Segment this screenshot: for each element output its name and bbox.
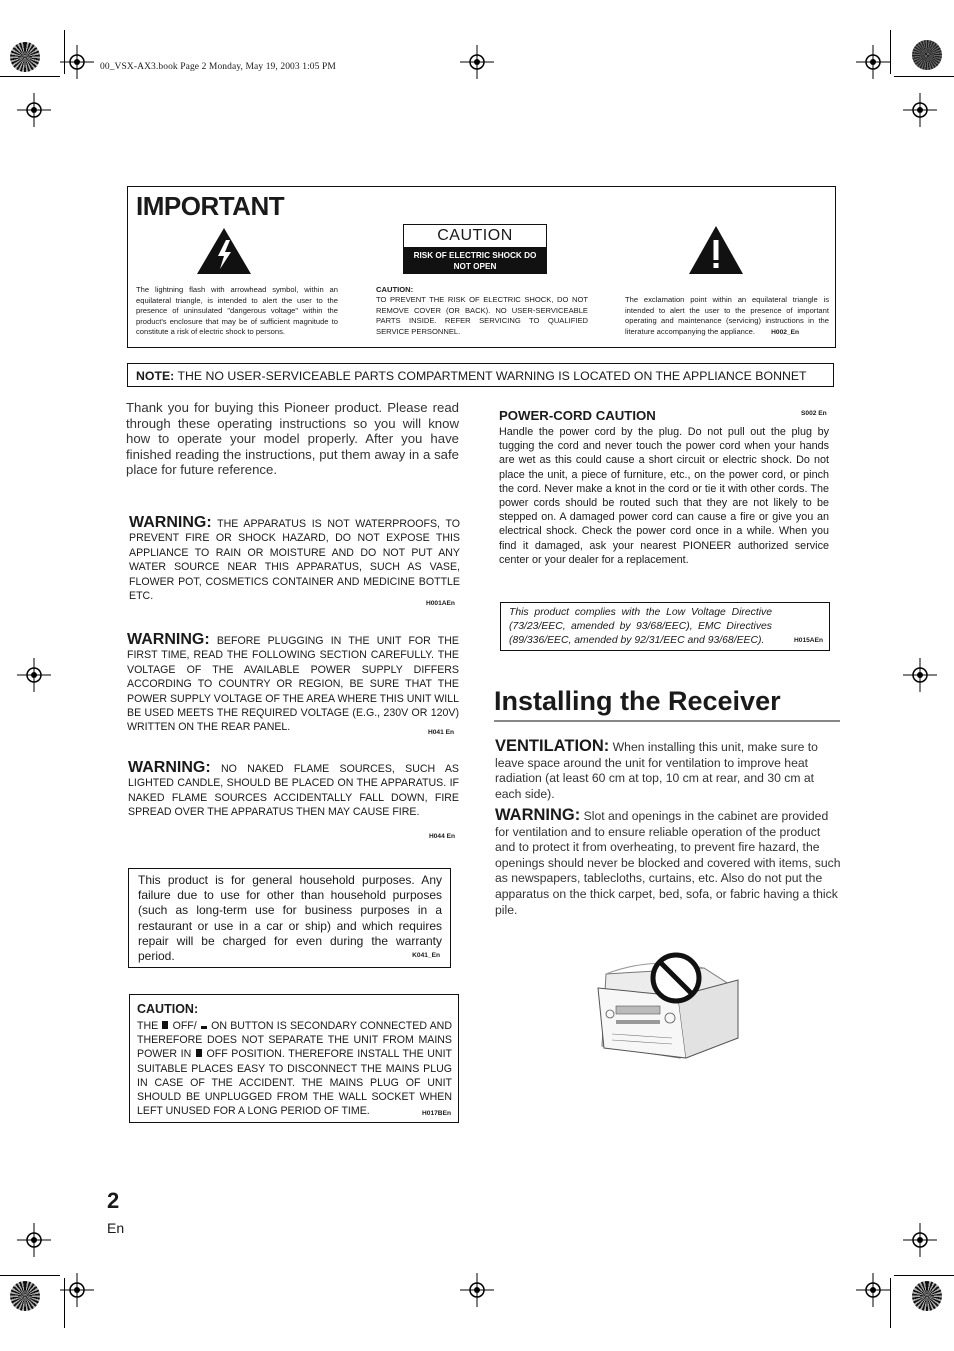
registration-mark-icon — [460, 45, 494, 79]
warning-heading: WARNING: — [128, 759, 211, 776]
compliance-code: H015AEn — [794, 637, 823, 644]
warning-code: H041 En — [428, 729, 455, 736]
registration-mark-icon — [903, 1223, 937, 1257]
intro-text: Thank you for buying this Pioneer product. Please read through these operating instructions so you will know how to operate your model properly. After you have finished reading the instructions, put them away in a safe place for future reference. — [126, 400, 459, 478]
warning-heading: WARNING: — [129, 514, 212, 531]
crop-mark — [890, 1278, 891, 1328]
warning-text: BEFORE PLUGGING IN THE UNIT FOR THE FIRST TIME, READ THE FOLLOWING SECTION CAREFULLY. THE VOLTAGE OF THE AVAILABLE POWER SUPPLY DIFFERS ACCORDING TO COUNTRY OR REGION, BE SURE THAT THE POWER SUPPLY VOLTAGE OF THE AREA WHERE THIS UNIT WILL BE USED MEETS THE REQUIRED VOLTAGE (E.G., 230V OR 120V) WRITTEN ON THE REAR PANEL. — [127, 635, 459, 734]
household-code: K041_En — [412, 952, 440, 959]
standby-icon — [162, 1021, 168, 1029]
standby-icon — [196, 1049, 202, 1057]
registration-mark-icon — [17, 1223, 51, 1257]
color-registration-icon — [10, 1281, 40, 1311]
exclamation-description-text: The exclamation point within an equilateral triangle is intended to alert the user to the presence of important operating and maintenance (servicing) instructions in the literature accompanying the appliance. — [625, 295, 829, 336]
note-label: NOTE: — [136, 369, 175, 383]
note-bar — [127, 363, 834, 387]
crop-mark — [894, 76, 954, 77]
power-cord-code: S002 En — [801, 410, 827, 417]
crop-mark — [0, 76, 60, 77]
ventilation-text: When installing this unit, make sure to leave space around the unit for ventilation to improve heat radiation (at least 60 cm at top, 10 cm at rear, and 30 cm at each side). — [495, 740, 818, 801]
caution-box-text-part: THE — [137, 1020, 162, 1032]
covered-receiver-prohibited-illustration — [592, 950, 744, 1062]
crop-mark — [0, 1275, 60, 1276]
registration-mark-icon — [60, 45, 94, 79]
household-text: This product is for general household purposes. Any failure due to use for other than household purposes (such as long-term use for business purposes in a restaurant or use in a car or ship) and which requires repair will be charged for even during the warranty period. — [138, 873, 442, 964]
compliance-text: This product complies with the Low Voltage Directive (73/23/EEC, amended by 93/68/EEC), EMC Directives (89/336/EEC, amended by 92/31/EEC and 93/68/EEC). — [509, 607, 772, 646]
page-number: 2 — [107, 1188, 120, 1213]
caution-label — [403, 224, 547, 274]
caution-label-bottom: RISK OF ELECTRIC SHOCK DO NOT OPEN — [404, 248, 546, 273]
exclamation-warning-icon — [688, 225, 744, 275]
crop-mark — [890, 30, 891, 74]
caution-description: TO PREVENT THE RISK OF ELECTRIC SHOCK, DO NOT REMOVE COVER (OR BACK). NO USER-SERVICEABLE PARTS INSIDE. REFER SERVICING TO QUALIFIED SERVICE PERSONNEL. — [376, 295, 588, 336]
section-title: Installing the Receiver — [494, 686, 840, 722]
exclamation-description — [625, 295, 829, 338]
caution-box-code: H017BEn — [422, 1110, 451, 1117]
warning-heading: WARNING: — [127, 631, 210, 648]
note-text: THE NO USER-SERVICEABLE PARTS COMPARTMENT WARNING IS LOCATED ON THE APPLIANCE BONNET — [174, 369, 807, 383]
installing-warning-paragraph — [495, 808, 841, 918]
caution-button-box — [129, 994, 459, 1123]
caution-box-text-part: OFF POSITION. THEREFORE INSTALL THE UNIT SUITABLE PLACES EASY TO DISCONNECT THE MAINS PLUG IN CASE OF THE ACCIDENT. THE MAINS PLUG OF UNIT SHOULD BE UNPLUGGED FROM THE WALL SOCKET WHEN LEFT UNUSED FOR A LONG PERIOD OF TIME. — [137, 1048, 452, 1118]
exclamation-code: H002_En — [771, 328, 800, 336]
file-header: 00_VSX-AX3.book Page 2 Monday, May 19, 2003 1:05 PM — [100, 62, 336, 72]
important-box — [127, 186, 836, 348]
power-on-icon — [201, 1026, 207, 1029]
registration-mark-icon — [856, 1273, 890, 1307]
important-title: IMPORTANT — [136, 191, 285, 221]
caution-box-heading: CAUTION: — [137, 1002, 199, 1016]
caution-box-text-part: OFF/ — [169, 1020, 200, 1032]
registration-mark-icon — [17, 658, 51, 692]
caution-box-text — [137, 1019, 452, 1118]
warning-text: THE APPARATUS IS NOT WATERPROOFS, TO PREVENT FIRE OR SHOCK HAZARD, DO NOT EXPOSE THIS APPLIANCE TO RAIN OR MOISTURE AND DO NOT PUT ANY WATER SOURCE NEAR THIS APPARATUS, SUCH AS VASE, FLOWER POT, COSMETICS CONTAINER AND MEDICINE BOTTLE ETC. — [129, 518, 460, 603]
power-cord-text: Handle the power cord by the plug. Do not pull out the plug by tugging the cord and never touch the power cord when your hands are wet as this could cause a short circuit or electric shock. Do not place the unit, a piece of furniture, etc., on the power cord, or pinch the cord. Never make a knot in the cord or tie it with other cords. The power cords should be routed such that they are not likely to be stepped on. A damaged power cord can cause a fire or give you an electrical shock. Check the power cord once in a while. When you find it damaged, ask your nearest PIONEER authorized service center or your dealer for a replacement. — [499, 426, 829, 566]
warning-voltage — [127, 633, 459, 735]
warning-code: H044 En — [429, 833, 456, 840]
color-registration-icon — [912, 1281, 942, 1311]
warning-code: H001AEn — [426, 600, 455, 607]
installing-warning-heading: WARNING: — [495, 806, 581, 824]
warning-waterproof — [129, 516, 460, 603]
installing-warning-text: Slot and openings in the cabinet are provided for ventilation and to ensure reliable operation of the product and to protect it from overheating, to prevent fire hazard, the openings should never be blocked and covered with items, such as newspapers, tablecloths, curtains, etc. Also do not put the apparatus on the thick carpet, bed, sofa, or fabric having a thick pile. — [495, 809, 841, 917]
registration-mark-icon — [856, 45, 890, 79]
color-registration-icon — [10, 42, 40, 72]
lightning-warning-icon — [196, 227, 252, 275]
power-cord-heading: POWER-CORD CAUTION — [499, 408, 656, 423]
registration-mark-icon — [903, 658, 937, 692]
caution-label-top: CAUTION — [404, 225, 546, 248]
warning-flame — [128, 761, 459, 820]
registration-mark-icon — [460, 1273, 494, 1307]
registration-mark-icon — [17, 93, 51, 127]
registration-mark-icon — [903, 93, 937, 127]
compliance-box — [500, 602, 830, 651]
caution-heading: CAUTION: — [376, 285, 414, 294]
caution-box-text-part: ON BUTTON IS SECONDARY CONNECTED AND THEREFORE DOES NOT SEPARATE THE UNIT FROM MAINS POWER IN — [137, 1020, 452, 1061]
ventilation-heading: VENTILATION: — [495, 737, 610, 755]
lightning-description: The lightning flash with arrowhead symbol, within an equilateral triangle, is intended to alert the user to the presence of uninsulated "dangerous voltage" within the product's enclosure that may be of sufficient magnitude to constitute a risk of electric shock to persons. — [136, 285, 338, 337]
registration-mark-icon — [60, 1273, 94, 1307]
color-registration-icon — [912, 40, 942, 70]
ventilation-paragraph — [495, 739, 841, 802]
household-notice — [128, 868, 451, 968]
warning-text: NO NAKED FLAME SOURCES, SUCH AS LIGHTED CANDLE, SHOULD BE PLACED ON THE APPARATUS. IF NAKED FLAME SOURCES ACCIDENTALLY FALL DOWN, FIRE SPREAD OVER THE APPARATUS THEN MAY CAUSE FIRE. — [128, 763, 459, 819]
page-language: En — [107, 1220, 125, 1236]
crop-mark — [894, 1275, 954, 1276]
